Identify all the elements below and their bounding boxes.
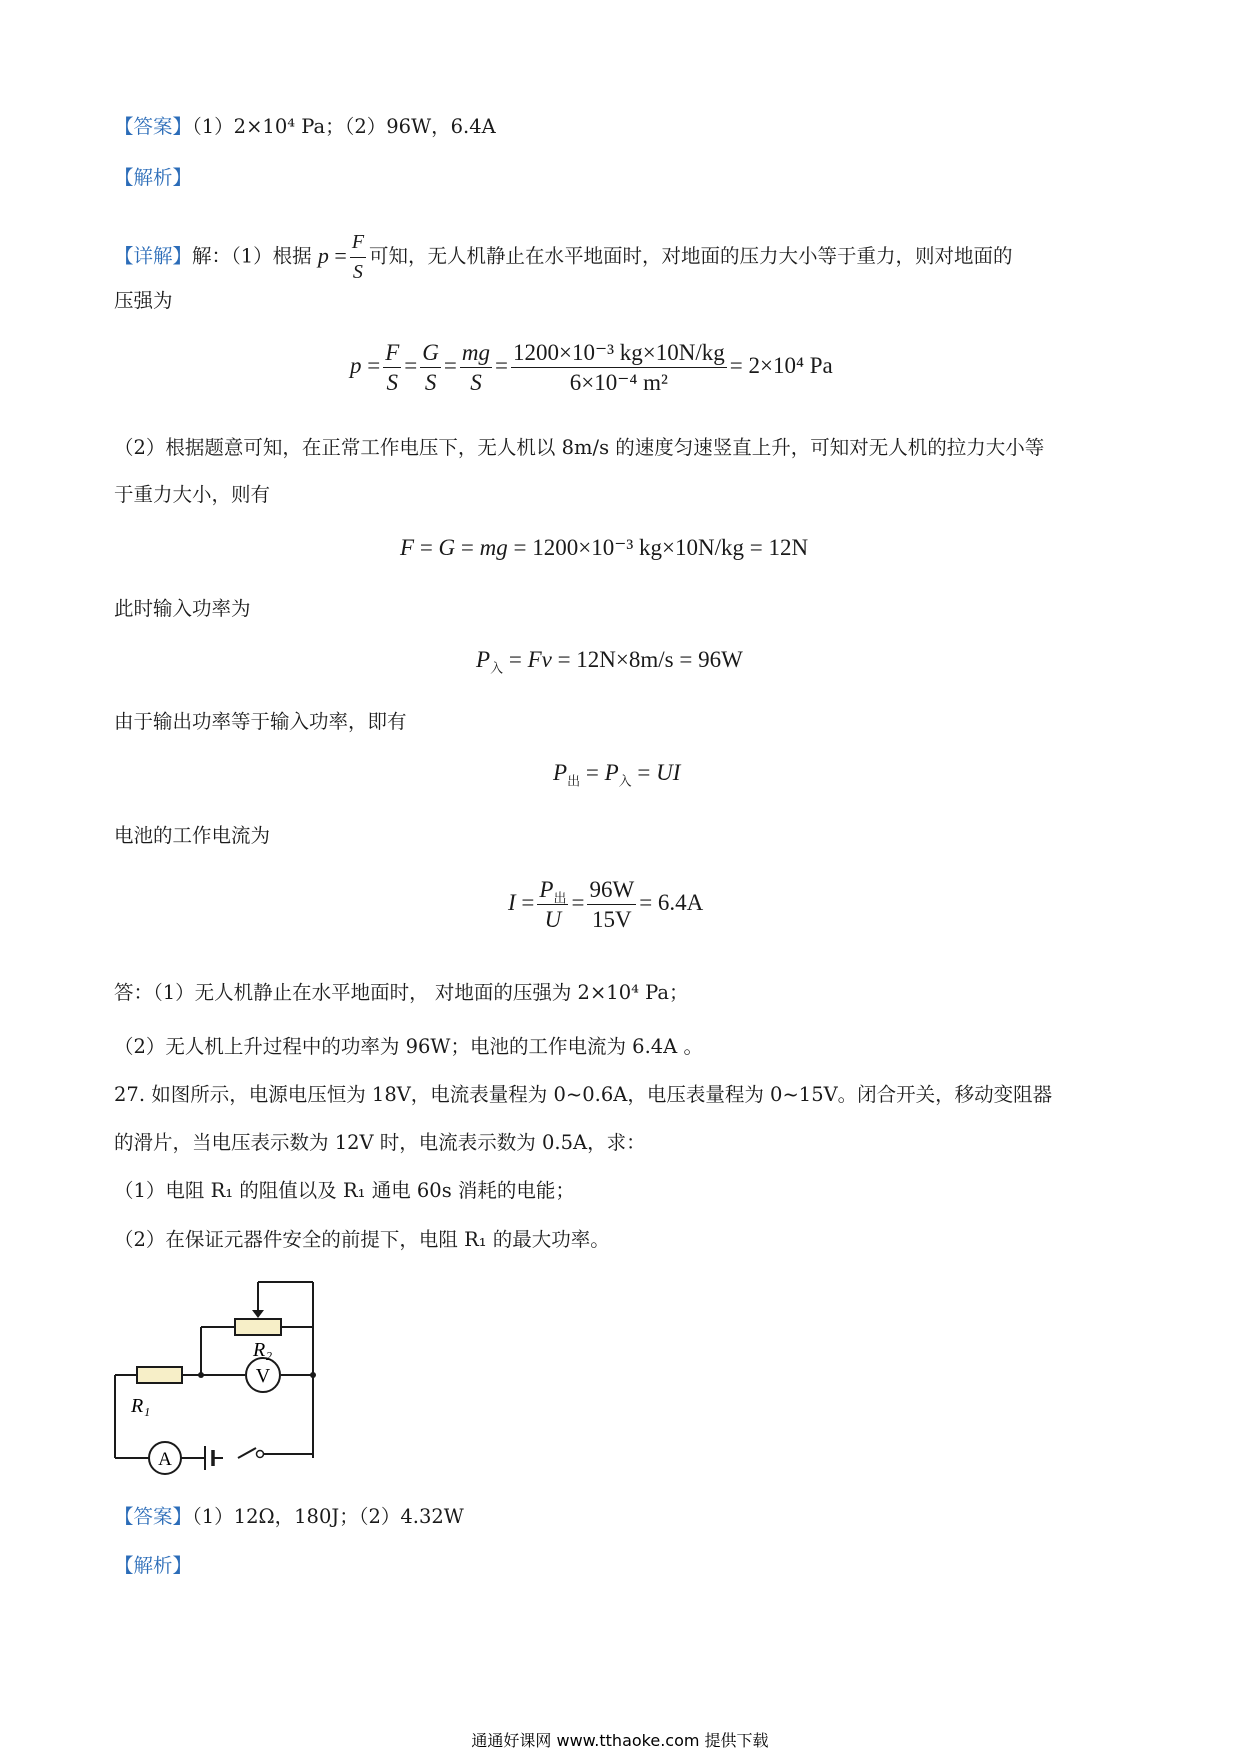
part2-line-2: 于重力大小，则有 <box>114 483 271 506</box>
analysis-heading-2 <box>114 1551 1134 1581</box>
resistor-r1 <box>137 1367 182 1383</box>
inline-formula: p = $\frac{F}{S}$ <box>318 243 369 268</box>
answer-line-2 <box>114 1502 1134 1532</box>
current-denominator: 15V <box>592 907 632 932</box>
question-27-sub-1: （1）电阻 R₁ 的阻值以及 R₁ 通电 60s 消耗的电能； <box>114 1179 575 1202</box>
power-value: = 12N×8m/s = 96W <box>557 647 743 672</box>
question-27-sub-2: （2）在保证元器件安全的前提下，电阻 R₁ 的最大功率。 <box>114 1228 610 1251</box>
analysis-heading-1 <box>114 163 1134 193</box>
r2-label: R₂ <box>253 1339 273 1361</box>
pressure-numerator: 1200×10⁻³ kg×10N/kg <box>511 338 727 368</box>
current-intro: 电池的工作电流为 <box>114 824 271 847</box>
force-equation: F = G = mg = 1200×10⁻³ kg×10N/kg = 12N <box>400 535 809 560</box>
switch-contact <box>257 1451 264 1458</box>
answer-text: （1）2×10⁴ Pa；（2）96W，6.4A <box>192 115 496 138</box>
voltmeter-label: V <box>255 1365 271 1387</box>
power-equation: $P_入 = Fv = 12N\times 8m/s = 96W$ <box>476 647 743 676</box>
answer-line-1 <box>114 112 1134 142</box>
pressure-equation: p = $\frac{F}{S}$ = $\frac{G}{S}$ = $\frac{mg}{S}$ = $\frac{\text{1200×10⁻³ kg×10N/kg}}{\text{6×10⁻⁴ m²}}$ = 2×10⁴ Pa <box>350 340 833 395</box>
current-equation: I = $\frac{P_出}{U}$ = $\frac{96W}{15V}$ = 6.4A <box>508 877 704 932</box>
part2-line-1: （2）根据题意可知，在正常工作电压下，无人机以 8m/s 的速度匀速竖直上升，可知对无人机的拉力大小等 <box>114 436 1045 459</box>
answer-tag: 【答案】 <box>114 115 193 138</box>
summary-line-2: （2）无人机上升过程中的功率为 96W；电池的工作电流为 6.4A 。 <box>114 1035 703 1058</box>
detail-text-a: 解：（1）根据 <box>192 244 312 268</box>
question-27-line-1: 27. 如图所示，电源电压恒为 18V，电流表量程为 0~0.6A，电压表量程为 0~15V。闭合开关，移动变阻器 <box>114 1083 1053 1106</box>
power-intro: 此时输入功率为 <box>114 597 251 620</box>
current-result: = 6.4A <box>639 889 704 915</box>
rheostat-r2 <box>235 1319 281 1335</box>
detail-line-1 <box>114 228 1134 287</box>
answer-tag: 【答案】 <box>114 1505 193 1528</box>
detail-text-b: 可知，无人机静止在水平地面时，对地面的压力大小等于重力，则对地面的 <box>369 244 1013 268</box>
output-equation: $P_出 = P_入$ = UI <box>553 760 681 789</box>
slider-arrow-icon <box>252 1310 264 1318</box>
answer-text: （1）12Ω，180J；（2）4.32W <box>192 1505 464 1528</box>
detail-line-2: 压强为 <box>114 289 173 312</box>
summary-line-1: 答：（1）无人机静止在水平地面时， 对地面的压强为 2×10⁴ Pa； <box>114 981 689 1004</box>
output-intro: 由于输出功率等于输入功率，即有 <box>114 710 407 733</box>
current-numerator: 96W <box>587 875 636 905</box>
analysis-tag: 【解析】 <box>114 166 193 189</box>
junction-dot <box>198 1372 204 1378</box>
question-27-line-2: 的滑片，当电压表示数为 12V 时，电流表示数为 0.5A，求： <box>114 1131 646 1154</box>
page-footer: 通通好课网 www.tthaoke.com 提供下载 <box>471 1731 769 1750</box>
analysis-tag: 【解析】 <box>114 1554 193 1577</box>
circuit-diagram <box>105 1272 335 1482</box>
ammeter-label: A <box>158 1449 172 1470</box>
pressure-result: 2×10⁴ Pa <box>748 352 833 378</box>
detail-tag: 【详解】 <box>114 244 193 268</box>
pressure-denominator: 6×10⁻⁴ m² <box>569 370 668 395</box>
force-value: 1200×10⁻³ kg×10N/kg = 12N <box>532 535 809 560</box>
junction-dot <box>310 1372 316 1378</box>
r1-label: R₁ <box>131 1395 151 1417</box>
